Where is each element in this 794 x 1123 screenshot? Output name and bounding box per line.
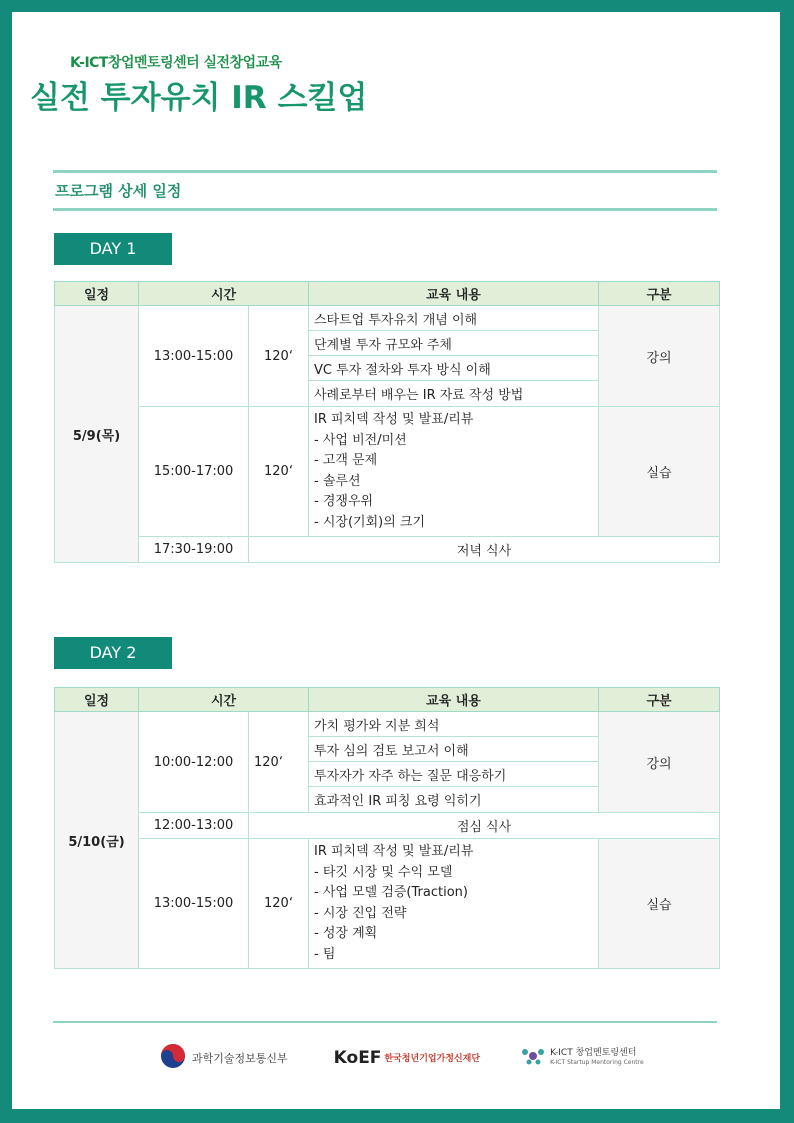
day1-meal-label: 저녁 식사 [249,537,720,563]
section-title: 프로그램 상세 일정 [55,182,182,200]
divider-section [53,208,717,211]
day2-block1-type: 강의 [599,712,720,813]
day1-block1-duration: 120‘ [249,306,309,407]
list-item: 투자 심의 검토 보고서 이해 [309,737,599,762]
list-item: IR 피치덱 작성 및 발표/리뷰 [314,844,474,859]
page-title: 실전 투자유치 IR 스킬업 [30,80,368,116]
col-date: 일정 [55,282,139,306]
table-header-row [55,282,720,306]
divider-top [53,170,717,173]
col-type: 구분 [599,282,720,306]
col-content: 교육 내용 [309,282,599,306]
day1-block2-time: 15:00-17:00 [139,407,249,537]
koef-logo [334,1048,480,1068]
day1-schedule-table [54,281,720,563]
list-item: - 성장 계획 [314,926,378,941]
col-time: 시간 [139,688,309,712]
day2-date: 5/10(금) [55,712,139,969]
list-item: VC 투자 절차와 투자 방식 이해 [309,356,599,381]
divider-footer [53,1021,717,1023]
list-item: - 고객 문제 [314,453,378,468]
day2-block2-duration: 120‘ [249,839,309,969]
day1-label: DAY 1 [54,233,172,265]
day1-date: 5/9(목) [55,306,139,563]
day1-block2-duration: 120‘ [249,407,309,537]
list-item: 단계별 투자 규모와 주체 [309,331,599,356]
col-type: 구분 [599,688,720,712]
koef-logo-text: KoEF [333,1047,382,1068]
table-row [55,407,720,537]
list-item: 사례로부터 배우는 IR 자료 작성 방법 [309,381,599,407]
day2-block2-type: 실습 [599,839,720,969]
day1-block1-time: 13:00-15:00 [139,306,249,407]
day1-block2-content [309,407,599,537]
program-subtitle: K-ICT창업멘토링센터 실전창업교육 [70,55,282,71]
list-item: - 사업 모델 검증(Traction) [314,885,468,900]
list-item: - 경쟁우위 [314,494,374,509]
day2-block1-duration: 120‘ [249,712,309,813]
table-header-row [55,688,720,712]
list-item: 투자자가 자주 하는 질문 대응하기 [309,762,599,787]
col-content: 교육 내용 [309,688,599,712]
list-item: - 타깃 시장 및 수익 모델 [314,864,453,880]
col-time: 시간 [139,282,309,306]
list-item: - 시장(기회)의 크기 [314,514,426,530]
kict-logo [520,1047,644,1068]
list-item: - 솔루션 [314,473,361,489]
kict-logo-text: K-ICT 창업멘토링센터 [550,1047,637,1058]
day2-meal-time: 12:00-13:00 [139,813,249,839]
msit-logo-text: 과학기술정보통신부 [192,1051,288,1065]
list-item: - 시장 진입 전략 [314,905,407,921]
taeguk-icon [160,1043,186,1072]
day2-schedule-table [54,687,720,969]
day2-label: DAY 2 [54,637,172,669]
day1-meal-time: 17:30-19:00 [139,537,249,563]
list-item: 가치 평가와 지분 희석 [309,712,599,737]
day1-block1-type: 강의 [599,306,720,407]
day2-meal-label: 점심 식사 [249,813,720,839]
day1-block2-type: 실습 [599,407,720,537]
col-date: 일정 [55,688,139,712]
list-item: IR 피치덱 작성 및 발표/리뷰 [314,412,474,427]
day2-block2-time: 13:00-15:00 [139,839,249,969]
table-row [55,839,720,969]
day2-block2-content [309,839,599,969]
list-item: - 사업 비전/미션 [314,432,407,448]
table-row [55,537,720,563]
list-item: 효과적인 IR 피칭 요령 익히기 [309,787,599,813]
list-item: - 팀 [314,946,336,962]
footer-logos [160,1043,644,1072]
koef-logo-sub: 한국청년기업가정신재단 [384,1054,481,1064]
table-row [55,306,720,331]
network-icon [520,1047,546,1068]
table-row [55,813,720,839]
list-item: 스타트업 투자유치 개념 이해 [309,306,599,331]
day2-block1-time: 10:00-12:00 [139,712,249,813]
kict-logo-sub: K-ICT Startup Mentoring Centre [550,1058,644,1066]
table-row [55,712,720,737]
